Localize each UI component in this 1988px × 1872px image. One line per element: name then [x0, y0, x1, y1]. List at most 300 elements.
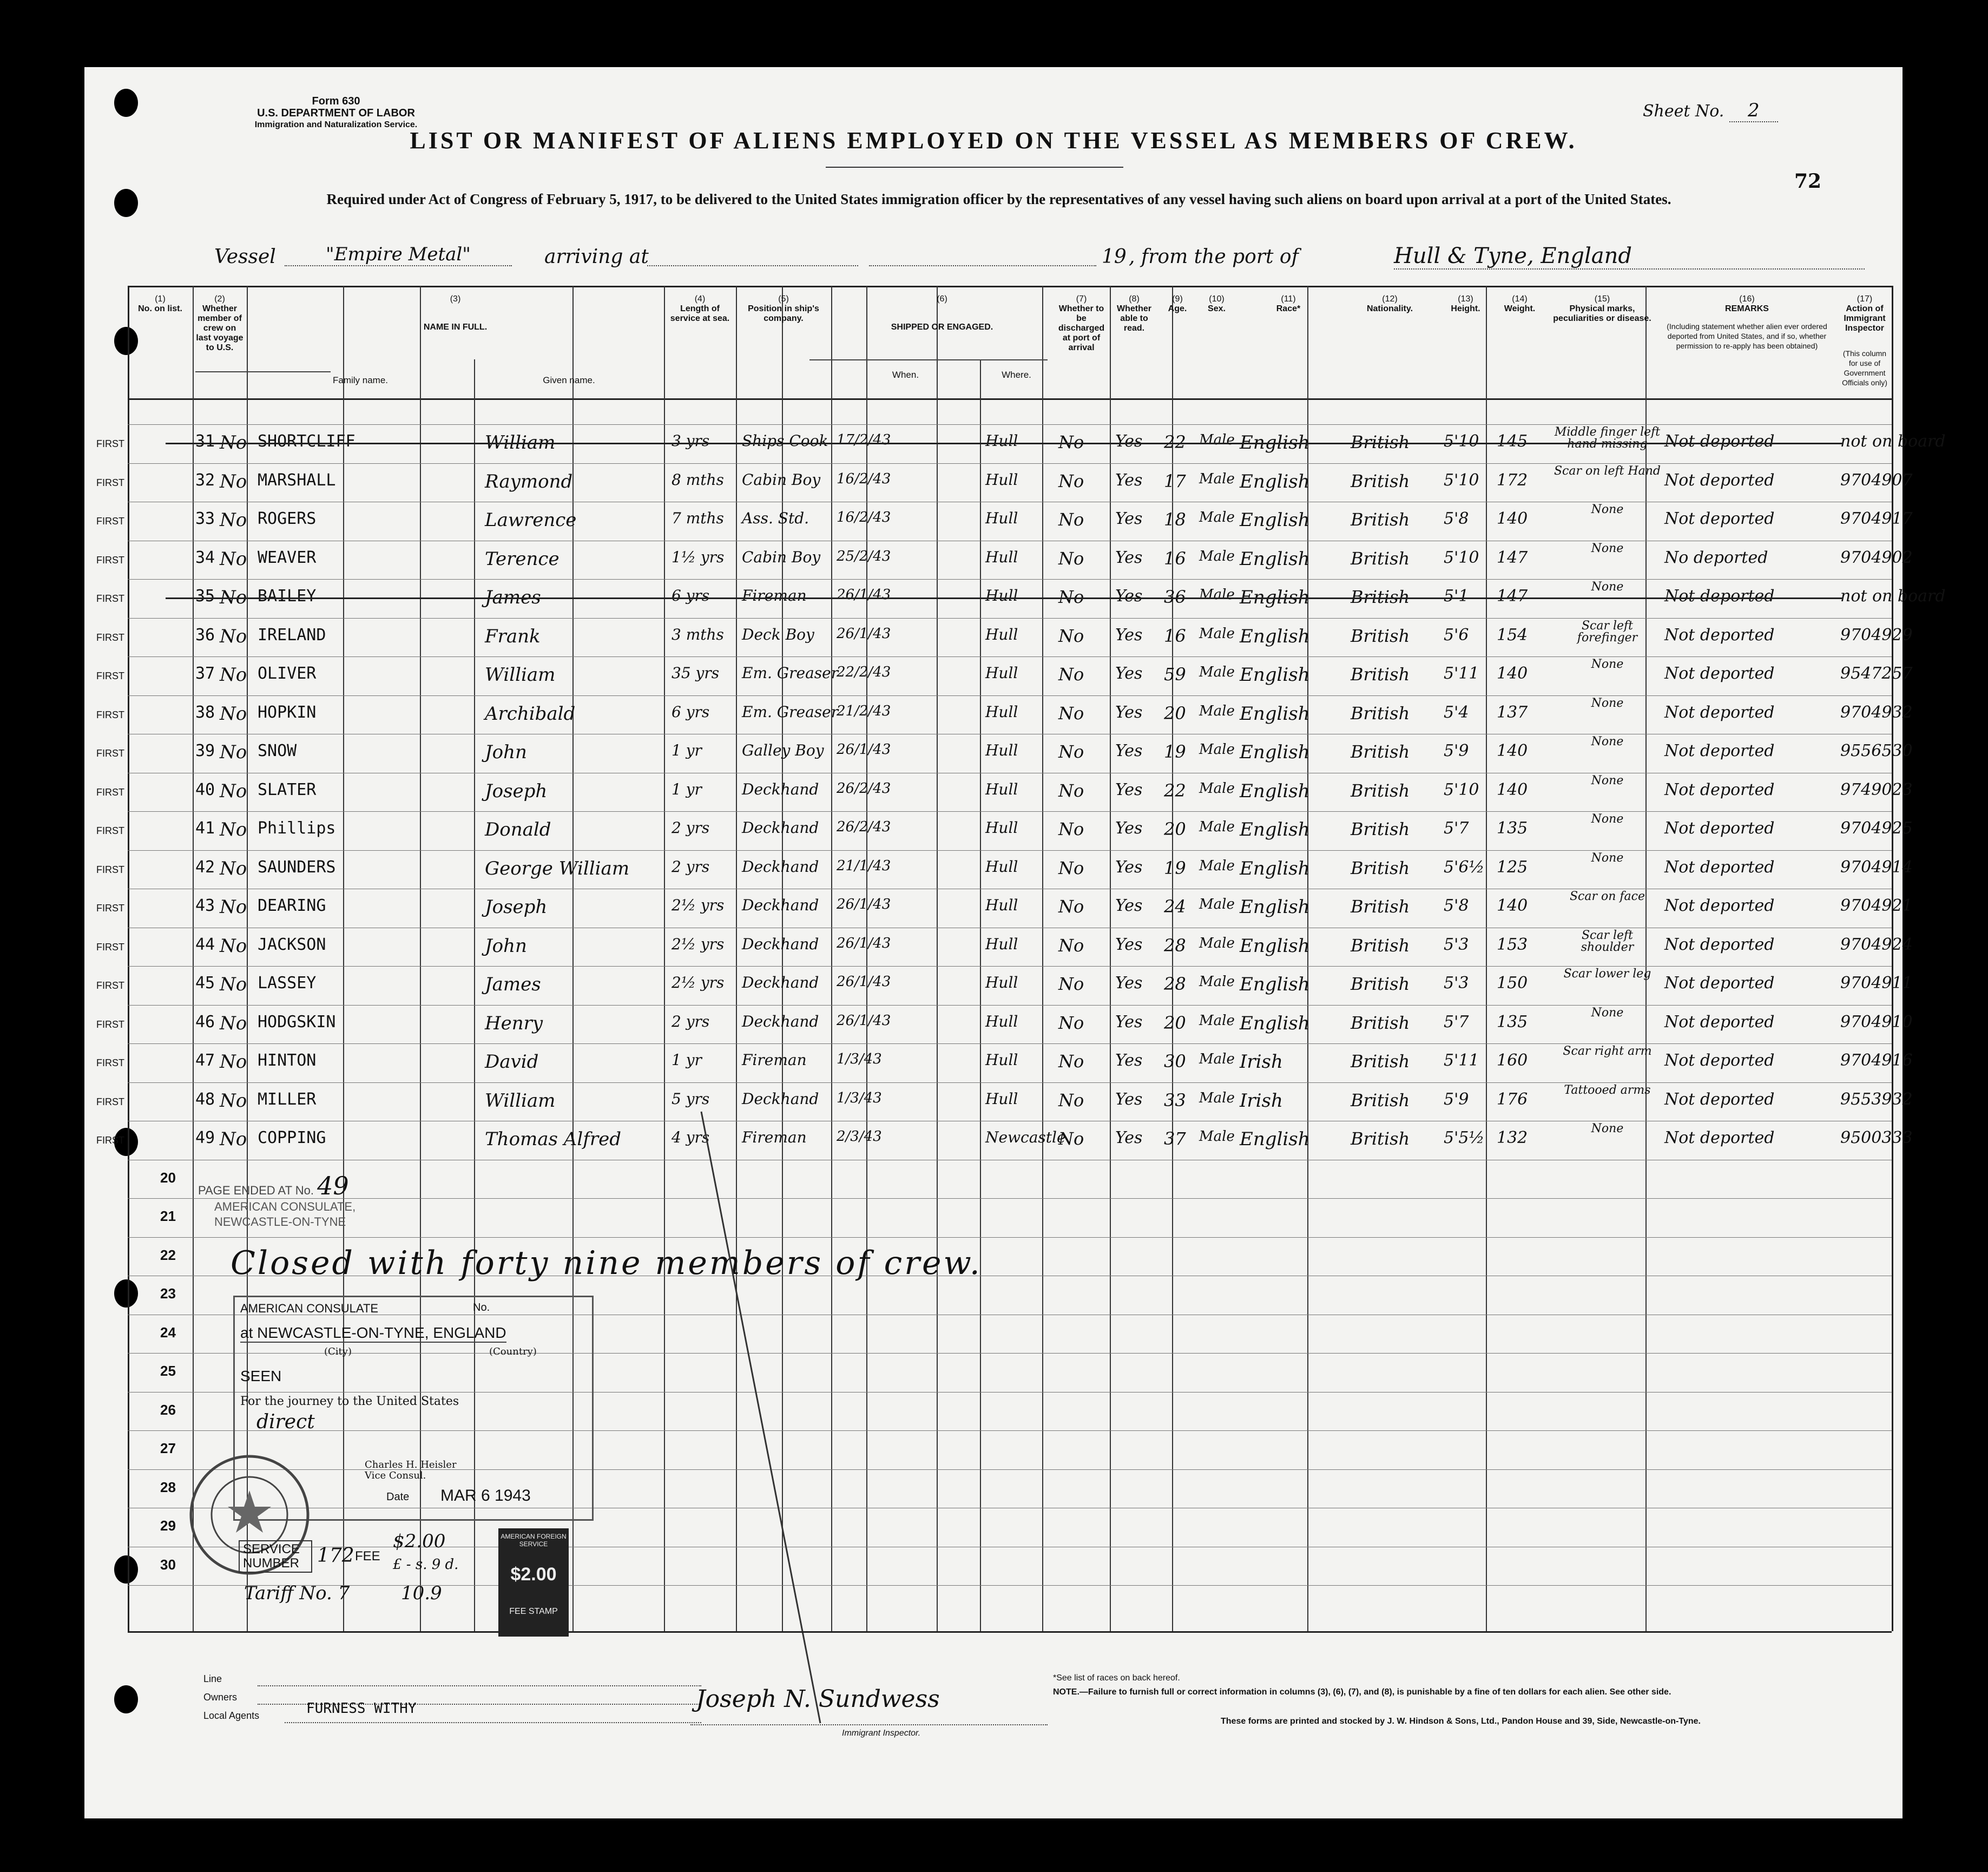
cell-race: English	[1240, 471, 1310, 492]
pen-stroke	[84, 67, 1946, 1818]
cell-weight: 145	[1497, 432, 1528, 451]
cell-remarks: Not deported	[1664, 471, 1775, 490]
cell-when: 17/2/43	[837, 432, 891, 448]
cell-no: 31	[195, 432, 215, 451]
cell-where: Hull	[985, 819, 1018, 837]
cell-service: 1 yr	[672, 1051, 702, 1069]
cell-age: 37	[1164, 1128, 1186, 1149]
cell-no: 46	[195, 1013, 215, 1032]
cell-marks: Scar left forefinger	[1577, 619, 1638, 645]
cell-read: Yes	[1115, 703, 1143, 722]
cell-position: Fireman	[742, 1051, 807, 1069]
cell-sex: Male	[1199, 1090, 1235, 1106]
cell-where: Hull	[985, 780, 1018, 798]
cell-where: Hull	[985, 664, 1018, 682]
cell-service: 5 yrs	[672, 1090, 710, 1108]
cell-age: 59	[1164, 664, 1186, 685]
cell-given: Raymond	[485, 471, 573, 492]
column-number: (15)	[1594, 294, 1610, 304]
cell-remarks: Not deported	[1664, 819, 1775, 838]
cell-position: Deckhand	[742, 858, 819, 876]
cell-remarks: Not deported	[1664, 703, 1775, 722]
cell-given: Archibald	[485, 703, 576, 725]
empty-row-number: 22	[160, 1247, 176, 1263]
column-number: (3)	[450, 294, 461, 304]
cell-read: Yes	[1115, 974, 1143, 993]
cell-nat: British	[1351, 858, 1410, 878]
cell-height: 5'10	[1444, 548, 1479, 567]
cell-service: 1 yr	[672, 741, 702, 759]
visa-country-caption: (Country)	[489, 1346, 537, 1357]
cell-race: Irish	[1240, 1090, 1283, 1112]
cell-marks: None	[1591, 580, 1624, 594]
sub-header-when: When.	[892, 370, 919, 380]
owners-label: Owners	[203, 1692, 238, 1703]
column-label: Whether member of crew on last voyage to U.S.	[196, 304, 243, 352]
cell-given: John	[485, 935, 527, 957]
cell-where: Hull	[985, 626, 1018, 643]
row-class-label: FIRST	[96, 864, 124, 875]
cell-sex: Male	[1199, 1051, 1235, 1067]
cell-service: 7 mths	[672, 509, 724, 527]
cell-action: 9704929	[1840, 626, 1913, 645]
empty-row-number: 29	[160, 1518, 176, 1534]
cell-race: English	[1240, 664, 1310, 686]
page-ended-label: PAGE ENDED AT No.	[198, 1184, 314, 1197]
cell-remarks: Not deported	[1664, 432, 1775, 451]
cell-action: 9704911	[1840, 974, 1913, 993]
cell-disch: No	[1058, 1051, 1084, 1072]
cell-disch: No	[1058, 626, 1084, 646]
cell-height: 5'11	[1444, 1051, 1479, 1070]
cell-marks: Scar on left Hand	[1553, 464, 1661, 478]
fee-label: FEE	[355, 1549, 380, 1564]
cell-position: Deckhand	[742, 1090, 819, 1108]
column-label: Weight.	[1504, 304, 1536, 313]
fee-sterling: £ - s. 9 d.	[393, 1556, 459, 1573]
cell-disch: No	[1058, 432, 1084, 452]
visa-city-caption: (City)	[324, 1346, 352, 1357]
cell-read: Yes	[1115, 935, 1143, 954]
row-class-label: FIRST	[96, 942, 124, 953]
cell-sex: Male	[1199, 703, 1235, 719]
cell-where: Hull	[985, 935, 1018, 953]
column-label: NAME IN FULL.	[423, 323, 488, 332]
row-class-label: FIRST	[96, 787, 124, 798]
cell-family: BAILEY	[258, 587, 317, 606]
cell-remarks: Not deported	[1664, 935, 1775, 954]
cell-weight: 160	[1497, 1051, 1528, 1070]
cell-race: English	[1240, 626, 1310, 647]
cell-read: Yes	[1115, 509, 1143, 528]
cell-when: 1/3/43	[837, 1090, 882, 1106]
cell-race: Irish	[1240, 1051, 1283, 1073]
sheet-value: 2	[1729, 100, 1778, 122]
cell-position: Deckhand	[742, 780, 819, 798]
cell-family: ROGERS	[258, 509, 317, 528]
cell-sex: Male	[1199, 935, 1235, 951]
cell-action: 9704917	[1840, 509, 1913, 528]
cell-last: No	[220, 509, 247, 531]
cell-sex: Male	[1199, 587, 1235, 603]
cell-no: 49	[195, 1128, 215, 1147]
cell-age: 16	[1164, 626, 1186, 646]
cell-family: IRELAND	[258, 626, 326, 645]
cell-race: English	[1240, 896, 1310, 918]
cell-age: 19	[1164, 858, 1186, 878]
cell-weight: 176	[1497, 1090, 1528, 1109]
cell-action: not on board	[1840, 432, 1946, 451]
cell-last: No	[220, 664, 247, 686]
cell-action: 9749023	[1840, 780, 1913, 799]
from-label: , from the port of	[1129, 246, 1299, 268]
inspector-signature: Joseph N. Sundwess	[696, 1685, 940, 1713]
cell-height: 5'7	[1444, 1013, 1469, 1032]
penalty-note: NOTE.—Failure to furnish full or correct information in columns (3), (6), (7), and (8), is punishable by a fine of ten dollars for each alien. See other side.	[1053, 1687, 1671, 1697]
cell-no: 48	[195, 1090, 215, 1109]
cell-action: 9556530	[1840, 741, 1913, 760]
cell-position: Em. Greaser	[742, 703, 839, 721]
cell-given: David	[485, 1051, 539, 1073]
column-number: (8)	[1129, 294, 1140, 304]
cell-marks: None	[1591, 503, 1624, 516]
cell-no: 38	[195, 703, 215, 722]
cell-no: 33	[195, 509, 215, 528]
cell-race: English	[1240, 780, 1310, 802]
sub-header-action-note: (This column for use of Government Officials only)	[1842, 349, 1887, 387]
cell-nat: British	[1351, 1013, 1410, 1033]
cell-sex: Male	[1199, 1128, 1235, 1145]
cell-race: English	[1240, 935, 1310, 957]
cell-when: 26/1/43	[837, 896, 891, 912]
cell-marks: None	[1591, 1006, 1624, 1020]
cell-when: 22/2/43	[837, 664, 891, 680]
cell-age: 17	[1164, 471, 1186, 491]
cell-disch: No	[1058, 1013, 1084, 1033]
line-field	[258, 1685, 701, 1686]
cell-disch: No	[1058, 741, 1084, 762]
cell-service: 2 yrs	[672, 1013, 710, 1030]
cell-no: 36	[195, 626, 215, 645]
cell-race: English	[1240, 1013, 1310, 1034]
column-label: REMARKS	[1725, 304, 1769, 313]
closed-note: Closed with forty nine members of crew.	[231, 1244, 982, 1282]
consulate-city: NEWCASTLE-ON-TYNE	[214, 1215, 346, 1229]
inspector-label: Immigrant Inspector.	[842, 1729, 921, 1738]
cell-given: James	[485, 974, 541, 995]
column-number: (12)	[1382, 294, 1398, 304]
cell-action: 9704924	[1840, 935, 1913, 954]
cell-family: MILLER	[258, 1090, 317, 1109]
row-class-label: FIRST	[96, 632, 124, 643]
cell-sex: Male	[1199, 664, 1235, 680]
cell-age: 28	[1164, 974, 1186, 994]
cell-remarks: Not deported	[1664, 1090, 1775, 1109]
cell-height: 5'10	[1444, 780, 1479, 799]
agents-value: FURNESS WITHY	[306, 1700, 417, 1717]
cell-race: English	[1240, 703, 1310, 725]
cell-no: 41	[195, 819, 215, 838]
cell-nat: British	[1351, 703, 1410, 724]
cell-family: Phillips	[258, 819, 336, 838]
cell-disch: No	[1058, 471, 1084, 491]
cell-when: 26/2/43	[837, 819, 891, 835]
cell-sex: Male	[1199, 741, 1235, 758]
cell-action: 9704907	[1840, 471, 1913, 490]
visa-no-label: No.	[473, 1302, 490, 1313]
cell-position: Deckhand	[742, 935, 819, 953]
cell-nat: British	[1351, 471, 1410, 491]
cell-age: 30	[1164, 1051, 1186, 1072]
cell-given: William	[485, 432, 556, 454]
cell-last: No	[220, 1013, 247, 1034]
column-number: (1)	[155, 294, 166, 304]
cell-marks: Scar right arm	[1563, 1045, 1652, 1058]
cell-action: 9704921	[1840, 896, 1913, 915]
cell-when: 21/2/43	[837, 703, 891, 719]
cell-nat: British	[1351, 626, 1410, 646]
cell-nat: British	[1351, 974, 1410, 994]
cell-service: 2 yrs	[672, 819, 710, 837]
corner-number: 72	[1794, 170, 1822, 193]
visa-seen: SEEN	[240, 1368, 282, 1384]
cell-no: 44	[195, 935, 215, 954]
cell-nat: British	[1351, 548, 1410, 569]
cell-nat: British	[1351, 664, 1410, 685]
empty-row-number: 21	[160, 1208, 176, 1224]
cell-weight: 137	[1497, 703, 1528, 722]
empty-row-number: 20	[160, 1170, 176, 1186]
cell-sex: Male	[1199, 471, 1235, 487]
cell-age: 20	[1164, 703, 1186, 724]
cell-position: Ships Cook	[742, 432, 828, 450]
cell-age: 19	[1164, 741, 1186, 762]
cell-given: Thomas Alfred	[485, 1128, 621, 1150]
cell-last: No	[220, 1090, 247, 1112]
cell-remarks: Not deported	[1664, 780, 1775, 799]
tariff-number: Tariff No. 7	[244, 1582, 350, 1604]
column-label: Position in ship's company.	[748, 304, 819, 323]
cell-action: not on board	[1840, 587, 1946, 606]
cell-last: No	[220, 858, 247, 879]
cell-nat: British	[1351, 1128, 1410, 1149]
cell-height: 5'9	[1444, 1090, 1469, 1109]
row-class-label: FIRST	[96, 516, 124, 527]
visa-location: at NEWCASTLE-ON-TYNE, ENGLAND	[240, 1324, 506, 1343]
cell-no: 40	[195, 780, 215, 799]
cell-when: 21/1/43	[837, 858, 891, 874]
row-class-label: FIRST	[96, 980, 124, 991]
cell-action: 9704910	[1840, 1013, 1913, 1032]
cell-position: Deckhand	[742, 974, 819, 991]
column-number: (10)	[1209, 294, 1225, 304]
cell-family: SLATER	[258, 780, 317, 799]
cell-marks: None	[1591, 774, 1624, 787]
cell-last: No	[220, 626, 247, 647]
cell-age: 16	[1164, 548, 1186, 569]
cell-given: Frank	[485, 626, 541, 647]
cell-read: Yes	[1115, 1013, 1143, 1032]
sub-header-remarks-note: (Including statement whether alien ever ordered deported from United States, and if so, whether permission to re-apply has been obtained)	[1667, 322, 1827, 350]
cell-when: 26/1/43	[837, 1013, 891, 1029]
cell-when: 26/1/43	[837, 587, 891, 603]
cell-service: 3 yrs	[672, 432, 710, 450]
visa-stamp-title: AMERICAN CONSULATE	[240, 1302, 379, 1315]
cell-read: Yes	[1115, 548, 1143, 567]
visa-date: MAR 6 1943	[440, 1487, 531, 1505]
cell-weight: 150	[1497, 974, 1528, 993]
empty-row-number: 25	[160, 1363, 176, 1379]
cell-service: 4 yrs	[672, 1128, 710, 1146]
cell-service: 1 yr	[672, 780, 702, 798]
cell-no: 35	[195, 587, 215, 606]
cell-family: COPPING	[258, 1128, 326, 1147]
column-number: (5)	[778, 294, 789, 304]
sub-header-family: Family name.	[332, 375, 389, 385]
row-class-label: FIRST	[96, 825, 124, 836]
cell-sex: Male	[1199, 858, 1235, 874]
cell-where: Newcastle	[985, 1128, 1066, 1146]
cell-when: 26/2/43	[837, 780, 891, 797]
cell-marks: Scar lower leg	[1563, 967, 1651, 981]
cell-age: 28	[1164, 935, 1186, 956]
cell-service: 6 yrs	[672, 587, 710, 605]
cell-race: English	[1240, 548, 1310, 570]
cell-action: 9704914	[1840, 858, 1913, 877]
consulate-line: AMERICAN CONSULATE,	[214, 1200, 356, 1213]
cell-where: Hull	[985, 858, 1018, 876]
cell-disch: No	[1058, 780, 1084, 801]
inspector-field	[690, 1724, 1048, 1725]
cell-family: WEAVER	[258, 548, 317, 567]
cell-age: 22	[1164, 432, 1186, 452]
cell-last: No	[220, 548, 247, 570]
cell-service: 1½ yrs	[672, 548, 725, 566]
printer-note: These forms are printed and stocked by J. W. Hindson & Sons, Ltd., Pandon House and 39, Side, Newcastle-on-Tyne.	[1221, 1717, 1701, 1726]
sub-header-where: Where.	[1002, 370, 1031, 380]
cell-marks: None	[1591, 812, 1624, 826]
cell-weight: 125	[1497, 858, 1528, 877]
cell-no: 47	[195, 1051, 215, 1070]
cell-height: 5'9	[1444, 741, 1469, 760]
fee-stamp-text: FEE STAMP	[509, 1607, 558, 1616]
cell-last: No	[220, 819, 247, 840]
cell-nat: British	[1351, 432, 1410, 452]
column-label: No. on list.	[138, 304, 182, 313]
requirement-text: Required under Act of Congress of February 5, 1917, to be delivered to the United States immigration officer by the representatives of any vessel having such aliens on board upon arrival at a port of the United States.	[326, 191, 1671, 207]
cell-disch: No	[1058, 1090, 1084, 1111]
empty-row-number: 24	[160, 1324, 176, 1341]
cell-action: 9547257	[1840, 664, 1913, 683]
cell-marks: None	[1591, 735, 1624, 748]
cell-remarks: Not deported	[1664, 509, 1775, 528]
empty-row-number: 28	[160, 1479, 176, 1495]
cell-position: Cabin Boy	[742, 471, 821, 489]
cell-action: 9704925	[1840, 819, 1913, 838]
cell-age: 24	[1164, 896, 1186, 917]
cell-last: No	[220, 432, 247, 454]
cell-disch: No	[1058, 974, 1084, 994]
cell-nat: British	[1351, 780, 1410, 801]
cell-where: Hull	[985, 741, 1018, 759]
cell-family: HINTON	[258, 1051, 317, 1070]
cell-action: 9704902	[1840, 548, 1913, 567]
cell-service: 8 mths	[672, 471, 724, 489]
cell-action: 9704932	[1840, 703, 1913, 722]
cell-marks: Scar on face	[1569, 890, 1645, 903]
column-number: (7)	[1076, 294, 1087, 304]
cell-weight: 135	[1497, 1013, 1528, 1032]
cell-read: Yes	[1115, 1090, 1143, 1109]
cell-read: Yes	[1115, 896, 1143, 915]
empty-row-number: 23	[160, 1285, 176, 1302]
cell-remarks: Not deported	[1664, 858, 1775, 877]
column-number: (9)	[1172, 294, 1183, 304]
cell-marks: None	[1591, 697, 1624, 710]
cell-marks: None	[1591, 542, 1624, 555]
cell-last: No	[220, 471, 247, 492]
sub-header-given: Given name.	[543, 375, 595, 385]
cell-service: 35 yrs	[672, 664, 720, 682]
cell-given: William	[485, 664, 556, 686]
cell-service: 2½ yrs	[672, 935, 725, 953]
cell-weight: 147	[1497, 587, 1528, 606]
form-number: Form 630	[312, 95, 360, 107]
cell-when: 26/1/43	[837, 974, 891, 990]
row-class-label: FIRST	[96, 903, 124, 914]
cell-where: Hull	[985, 896, 1018, 914]
cell-age: 20	[1164, 819, 1186, 839]
cell-sex: Male	[1199, 819, 1235, 835]
cell-last: No	[220, 741, 247, 763]
cell-no: 37	[195, 664, 215, 683]
row-class-label: FIRST	[96, 477, 124, 488]
cell-where: Hull	[985, 509, 1018, 527]
cell-remarks: Not deported	[1664, 1013, 1775, 1032]
cell-last: No	[220, 703, 247, 725]
column-label: Sex.	[1208, 304, 1226, 313]
cell-read: Yes	[1115, 1051, 1143, 1070]
cell-last: No	[220, 1051, 247, 1073]
cell-last: No	[220, 587, 247, 608]
cell-action: 9500333	[1840, 1128, 1913, 1147]
column-number: (14)	[1512, 294, 1528, 304]
cell-disch: No	[1058, 858, 1084, 878]
cell-nat: British	[1351, 587, 1410, 607]
cell-family: SAUNDERS	[258, 858, 336, 877]
cell-weight: 135	[1497, 819, 1528, 838]
cell-family: OLIVER	[258, 664, 317, 683]
cell-position: Deck Boy	[742, 626, 814, 643]
cell-remarks: Not deported	[1664, 626, 1775, 645]
cell-read: Yes	[1115, 664, 1143, 683]
cell-action: 9553932	[1840, 1090, 1913, 1109]
empty-row-number: 26	[160, 1402, 176, 1418]
cell-family: MARSHALL	[258, 471, 336, 490]
cell-service: 2 yrs	[672, 858, 710, 876]
cell-when: 26/1/43	[837, 741, 891, 758]
cell-race: English	[1240, 1128, 1310, 1150]
column-label: SHIPPED OR ENGAGED.	[891, 323, 993, 332]
cell-position: Cabin Boy	[742, 548, 821, 566]
cell-last: No	[220, 974, 247, 995]
cell-weight: 147	[1497, 548, 1528, 567]
cell-height: 5'3	[1444, 935, 1469, 954]
cell-service: 3 mths	[672, 626, 724, 643]
agents-field	[285, 1722, 701, 1723]
manifest-sheet	[84, 67, 1946, 1818]
cell-height: 5'6	[1444, 626, 1469, 645]
